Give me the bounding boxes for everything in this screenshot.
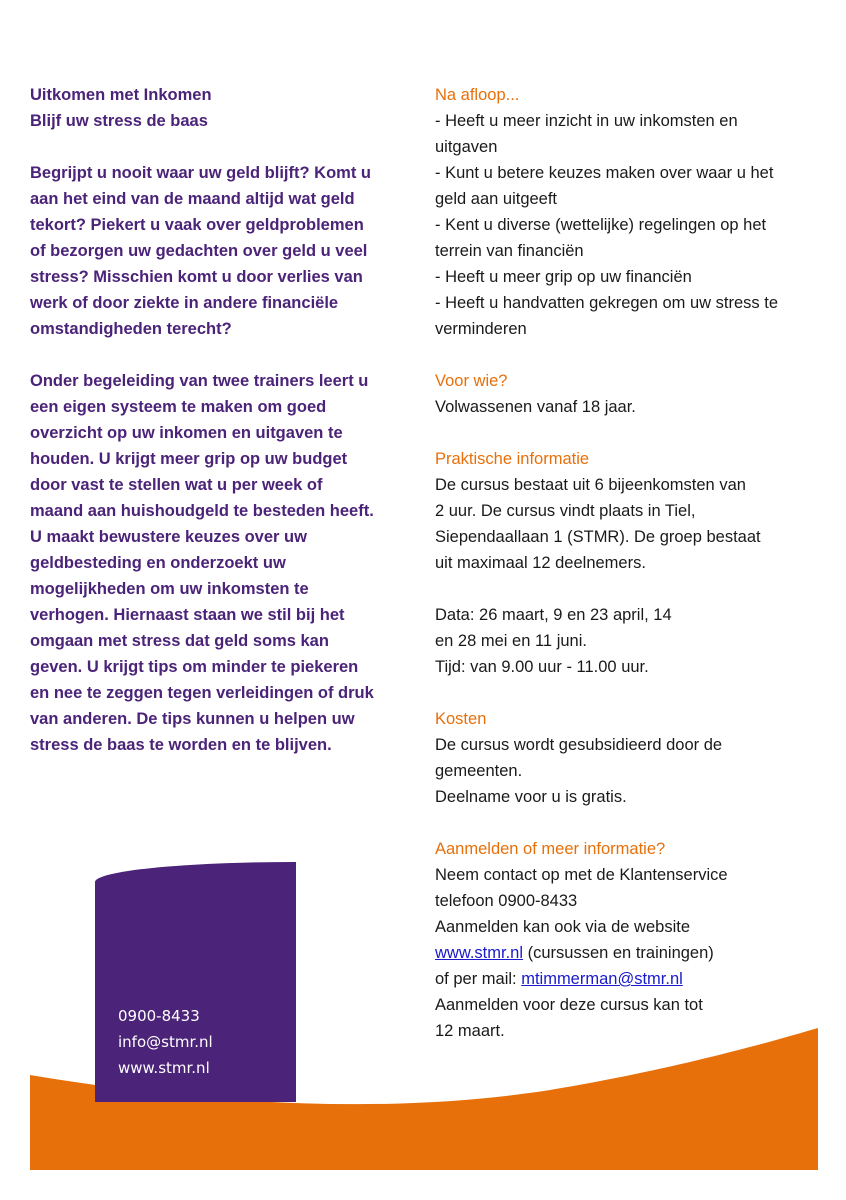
voorwie-text: Volwassenen vanaf 18 jaar.	[435, 398, 636, 416]
description-line: houden. U krijgt meer grip op uw budget	[30, 450, 348, 468]
description-line: stress de baas te worden en te blijven.	[30, 736, 332, 754]
right-column	[435, 82, 835, 1044]
description-line: U maakt bewustere keuzes over uw	[30, 528, 307, 546]
afloop-line: - Kent u diverse (wettelijke) regelingen op het	[435, 216, 767, 234]
praktisch-heading: Praktische informatie	[435, 450, 590, 468]
description-line: geven. U krijgt tips om minder te piekeren	[30, 658, 359, 676]
aanmelden-line: Aanmelden kan ook via de website	[435, 918, 690, 936]
website-link[interactable]: www.stmr.nl	[435, 944, 524, 962]
contact-phone: 0900-8433	[118, 1007, 200, 1025]
praktisch-line: De cursus bestaat uit 6 bijeenkomsten van	[435, 476, 746, 494]
description-line: overzicht op uw inkomen en uitgaven te	[30, 424, 343, 442]
intro-line: omstandigheden terecht?	[30, 320, 232, 338]
afloop-line: uitgaven	[435, 138, 498, 156]
description-line: verhogen. Hiernaast staan we stil bij het	[30, 606, 345, 624]
afloop-line: verminderen	[435, 320, 527, 338]
deadline-line: Aanmelden voor deze cursus kan tot	[435, 996, 703, 1014]
afloop-heading: Na afloop...	[435, 86, 520, 104]
description-paragraph	[30, 368, 410, 758]
website-line	[435, 940, 835, 966]
afloop-line: - Kunt u betere keuzes maken over waar u het	[435, 164, 774, 182]
kosten-line: De cursus wordt gesubsidieerd door de	[435, 736, 723, 754]
title-line-2: Blijf uw stress de baas	[30, 112, 208, 130]
afloop-line: - Heeft u meer grip op uw financiën	[435, 268, 692, 286]
praktisch-line: uit maximaal 12 deelnemers.	[435, 554, 646, 572]
mail-prefix: of per mail:	[435, 970, 522, 988]
intro-line: Begrijpt u nooit waar uw geld blijft? Komt u	[30, 164, 371, 182]
aanmelden-heading: Aanmelden of meer informatie?	[435, 840, 666, 858]
intro-line: of bezorgen uw gedachten over geld u veel	[30, 242, 368, 260]
praktisch-line: Siependaallaan 1 (STMR). De groep bestaat	[435, 528, 761, 546]
voorwie-heading: Voor wie?	[435, 372, 508, 390]
intro-line: aan het eind van de maand altijd wat geld	[30, 190, 355, 208]
kosten-line: Deelname voor u is gratis.	[435, 788, 627, 806]
kosten-line: gemeenten.	[435, 762, 523, 780]
website-suffix: (cursussen en trainingen)	[523, 944, 714, 962]
left-column	[30, 82, 410, 784]
mail-line	[435, 966, 835, 992]
data-line: Data: 26 maart, 9 en 23 april, 14	[435, 606, 672, 624]
praktisch-line: 2 uur. De cursus vindt plaats in Tiel,	[435, 502, 696, 520]
description-line: van anderen. De tips kunnen u helpen uw	[30, 710, 355, 728]
deadline-date: 12 maart.	[435, 1022, 505, 1040]
description-line: omgaan met stress dat geld soms kan	[30, 632, 329, 650]
kosten-heading: Kosten	[435, 710, 487, 728]
title-line-1: Uitkomen met Inkomen	[30, 86, 212, 104]
afloop-line: - Heeft u handvatten gekregen om uw stress te	[435, 294, 779, 312]
contact-web: www.stmr.nl	[118, 1059, 210, 1077]
afloop-line: - Heeft u meer inzicht in uw inkomsten en	[435, 112, 738, 130]
intro-line: stress? Misschien komt u door verlies van	[30, 268, 363, 286]
contact-email: info@stmr.nl	[118, 1033, 213, 1051]
intro-paragraph	[30, 160, 410, 342]
intro-line: werk of door ziekte in andere financiële	[30, 294, 339, 312]
description-line: Onder begeleiding van twee trainers leert u	[30, 372, 369, 390]
afloop-line: terrein van financiën	[435, 242, 584, 260]
contact-info	[118, 1003, 213, 1081]
description-line: geldbesteding en onderzoekt uw	[30, 554, 286, 572]
aanmelden-line: Neem contact op met de Klantenservice	[435, 866, 728, 884]
description-line: maand aan huishoudgeld te besteden heeft.	[30, 502, 374, 520]
mail-link[interactable]: mtimmerman@stmr.nl	[521, 970, 683, 988]
description-line: mogelijkheden om uw inkomsten te	[30, 580, 309, 598]
description-line: en nee te zeggen tegen verleidingen of druk	[30, 684, 374, 702]
afloop-line: geld aan uitgeeft	[435, 190, 558, 208]
description-line: door vast te stellen wat u per week of	[30, 476, 323, 494]
description-line: een eigen systeem te maken om goed	[30, 398, 327, 416]
data-line: en 28 mei en 11 juni.	[435, 632, 587, 650]
tijd-line: Tijd: van 9.00 uur - 11.00 uur.	[435, 658, 649, 676]
intro-line: tekort? Piekert u vaak over geldproblemen	[30, 216, 364, 234]
aanmelden-phone: telefoon 0900-8433	[435, 892, 578, 910]
